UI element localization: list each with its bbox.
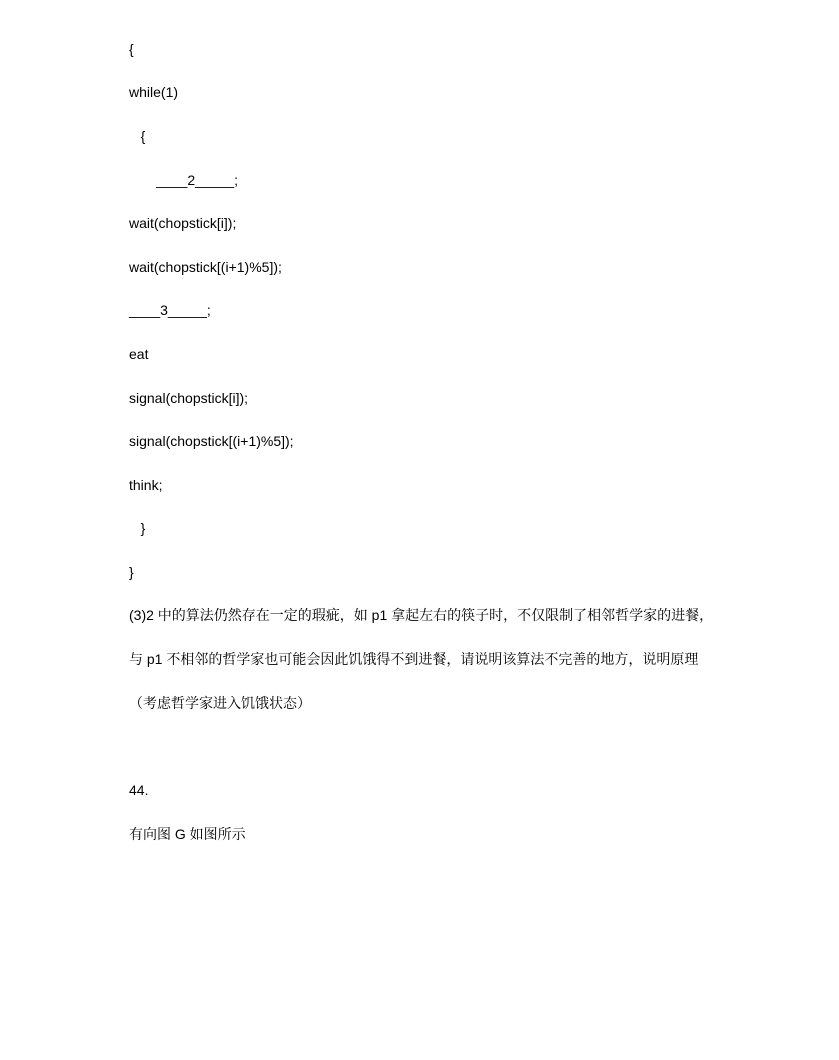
code-line: eat (129, 346, 149, 362)
code-line: ____3_____; (129, 302, 211, 318)
code-line: ____2_____; (129, 172, 238, 188)
code-line: signal(chopstick[i]); (129, 390, 249, 406)
question-44-number: 44. (129, 782, 149, 798)
code-line: wait(chopstick[(i+1)%5]); (129, 259, 282, 275)
code-line: think; (129, 477, 163, 493)
question-3-paragraph: (3)2 中的算法仍然存在一定的瑕疵，如 p1 拿起左右的筷子时，不仅限制了相邻哲学家的进餐，与 p1 不相邻的哲学家也可能会因此饥饿得不到进餐，请说明该算法不完善的地方，说明原理（考虑哲学家进入饥饿状态） (129, 607, 714, 711)
code-line: wait(chopstick[i]); (129, 215, 237, 231)
code-line: while(1) (129, 84, 179, 100)
code-line: } (129, 520, 146, 536)
code-line: } (129, 564, 134, 580)
code-line: { (129, 41, 134, 57)
question-44-text: 有向图 G 如图所示 (129, 826, 246, 842)
code-line: { (129, 128, 146, 144)
code-line: signal(chopstick[(i+1)%5]); (129, 433, 294, 449)
